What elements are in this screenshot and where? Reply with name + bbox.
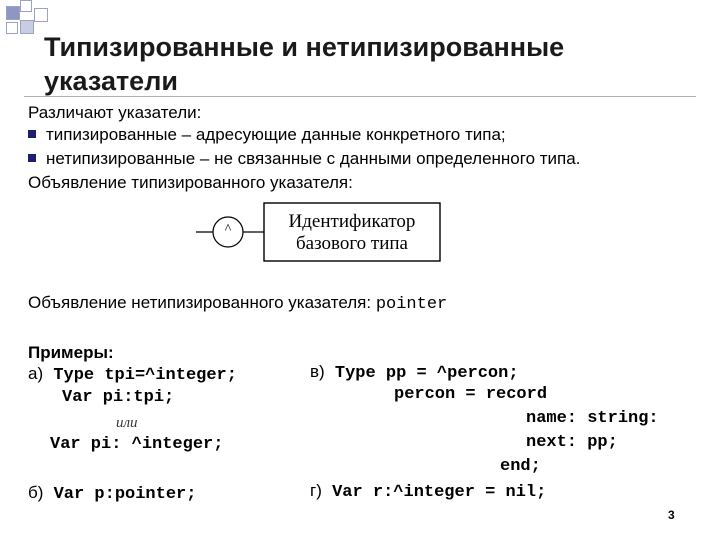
examples-label: Примеры: [28,343,114,362]
diagram-box-line1: Идентификатор [288,211,416,232]
untyped-declaration-label: Объявление нетипизированного указателя: [28,293,372,312]
example-v-code5: end; [500,457,541,476]
bullet-icon [28,130,36,138]
example-v-code3: name: string: [526,409,659,428]
bullet-untyped-text: нетипизированные – не связанные с данными определенного типа. [46,149,581,168]
example-g-line1 [310,480,546,504]
example-b-code1: Var p:pointer; [53,485,197,504]
bullet-typed [28,124,506,145]
example-v-line5 [500,456,541,478]
typed-declaration-label: Объявление типизированного указателя: [28,173,353,192]
example-a-label: а) [28,364,44,383]
example-a-or [116,412,138,435]
diagram-caret-symbol: ^ [224,222,232,237]
example-v-code4: next: pp; [526,433,618,452]
bullet-typed-text: типизированные – адресующие данные конкретного типа; [46,125,506,144]
bullet-untyped [28,148,580,169]
example-v-code2: percon = record [394,385,548,404]
example-v-line3 [526,408,659,430]
example-g-label: г) [310,481,322,500]
example-v-line2 [394,384,547,406]
example-a-line1 [28,363,237,387]
example-a-line2 [62,387,174,409]
title-divider [24,96,696,97]
page-number: 3 [668,508,675,522]
example-v-label: в) [310,362,325,381]
diagram-box-line2: базового типа [296,233,408,254]
syntax-diagram [196,195,446,265]
example-g-code1: Var r:^integer = nil; [332,483,547,502]
example-a-or-text: или [116,415,138,431]
example-a-code3: Var pi: ^integer; [50,435,224,454]
slide-title: Типизированные и нетипизированные указатели [44,32,565,96]
example-a-code1: Type tpi=^integer; [53,366,237,385]
untyped-declaration [28,292,447,315]
example-v-code1: Type pp = ^percon; [334,364,519,383]
example-a-code2: Var pi:tpi; [62,388,175,407]
bullet-icon [28,154,36,162]
pointer-keyword: pointer [375,295,448,314]
example-b-label: б) [28,483,44,502]
example-v-line1 [310,361,519,385]
intro-text: Различают указатели: [28,103,202,122]
example-v-line4 [526,432,618,454]
example-a-line3 [50,434,223,456]
example-b-line1 [28,482,196,506]
